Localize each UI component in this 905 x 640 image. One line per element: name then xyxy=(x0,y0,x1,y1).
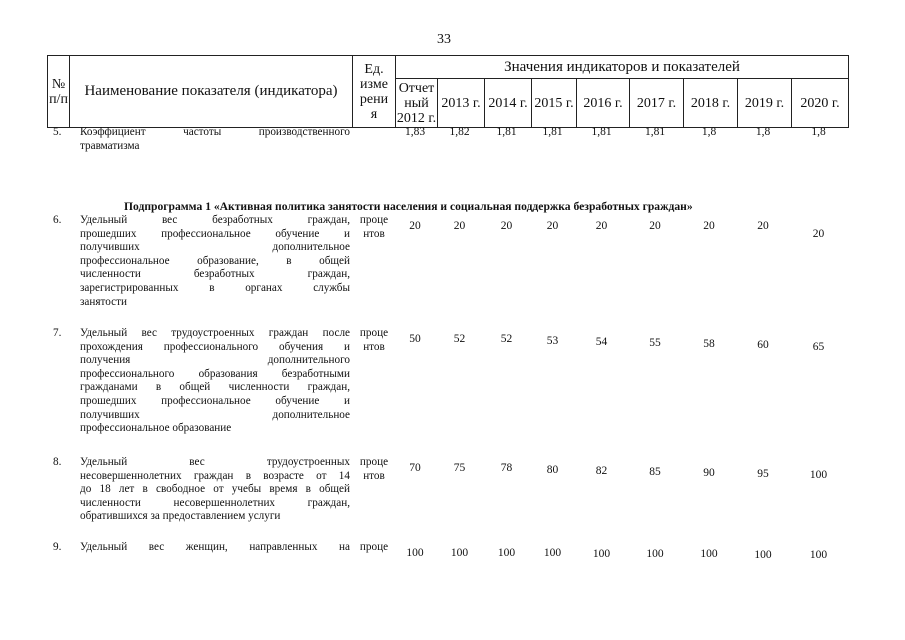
indicator-name-line: профессиональное образование xyxy=(80,422,232,435)
unit-line: нтов xyxy=(363,340,385,353)
value-2020: 100 xyxy=(809,549,828,561)
indicator-values xyxy=(394,547,848,561)
value-2019: 20 xyxy=(757,220,769,232)
indicator-name-line: несовершеннолетних граждан в возрасте от 14 xyxy=(80,469,350,482)
value-2018: 20 xyxy=(703,220,715,232)
header-year-2018: 2018 г. xyxy=(684,79,738,128)
indicator-name-line: получения дополнительного xyxy=(80,354,350,367)
row-number: 9. xyxy=(53,541,62,553)
indicator-values xyxy=(394,462,848,481)
header-unit-line-3: рени xyxy=(359,91,389,107)
indicator-name-line: получивших дополнительное xyxy=(80,241,350,254)
indicator-name-line: гражданами в общей численности граждан, xyxy=(80,381,350,394)
indicator-name-line: травматизма xyxy=(80,139,140,152)
header-num-line-2: п/п xyxy=(49,91,68,107)
row-number: 5. xyxy=(53,126,62,138)
indicator-name-line: Удельный вес женщин, направленных на xyxy=(80,541,350,553)
value-2020: 1,8 xyxy=(811,126,826,138)
unit-line: проце xyxy=(359,541,389,553)
indicator-name xyxy=(80,327,350,436)
value-2015: 1,81 xyxy=(542,126,563,138)
indicator-table-header xyxy=(47,55,849,128)
value-2020: 65 xyxy=(812,341,825,353)
indicator-values xyxy=(394,333,848,353)
indicator-name-line: Удельный вес трудоустроенных xyxy=(80,456,350,468)
unit-line: проце xyxy=(359,456,389,468)
indicator-name-line: численности безработных граждан, xyxy=(80,268,350,281)
value-2018: 100 xyxy=(700,548,718,560)
value-2015: 53 xyxy=(546,335,559,347)
indicator-name-line: занятости xyxy=(80,295,127,308)
indicator-name-line: прошедших профессиональное обучение и xyxy=(80,227,350,240)
value-2012: 20 xyxy=(409,220,421,232)
unit-line: проце xyxy=(359,327,389,339)
value-2014: 100 xyxy=(497,547,516,559)
value-2012: 1,83 xyxy=(404,126,426,138)
indicator-name-line: численности несовершеннолетних граждан, xyxy=(80,496,350,509)
value-2017: 1,81 xyxy=(644,126,666,138)
value-2012: 70 xyxy=(409,462,421,474)
header-year-2017: 2017 г. xyxy=(630,79,684,128)
indicator-name xyxy=(80,456,350,524)
row-number: 8. xyxy=(53,456,62,468)
row-number: 7. xyxy=(53,327,62,339)
indicator-name-line: прошедших профессиональное обучение и xyxy=(80,394,350,407)
value-2013: 100 xyxy=(450,547,469,559)
unit-line: нтов xyxy=(363,227,385,240)
header-year-2012-line-2: ный xyxy=(404,95,429,111)
value-2016: 1,81 xyxy=(591,126,612,138)
header-year-2019: 2019 г. xyxy=(738,79,792,128)
value-2015: 100 xyxy=(543,547,562,559)
value-2019: 1,8 xyxy=(755,126,771,138)
value-2016: 20 xyxy=(595,220,608,232)
indicator-values xyxy=(394,126,848,140)
header-unit-line-2: изме xyxy=(360,76,388,92)
value-2020: 100 xyxy=(809,469,828,481)
header-year-2016: 2016 г. xyxy=(577,79,630,128)
value-2014: 20 xyxy=(500,220,513,232)
value-2015: 20 xyxy=(546,220,559,232)
indicator-name-line: Удельный вес трудоустроенных граждан после xyxy=(80,327,350,339)
indicator-name-line: прохождения профессионального обучения и xyxy=(80,340,350,353)
indicator-name-line: получивших дополнительное xyxy=(80,408,350,421)
unit-cell xyxy=(355,327,393,354)
indicator-name-line: обратившихся за предоставлением услуги xyxy=(80,510,281,523)
value-2017: 85 xyxy=(649,466,661,478)
indicator-name-line: Коэффициент частоты производственного xyxy=(80,126,350,138)
value-2017: 20 xyxy=(649,220,661,232)
value-2013: 52 xyxy=(453,333,466,345)
row-number: 6. xyxy=(53,214,62,226)
header-num-cell xyxy=(48,56,70,128)
header-unit-line-4: я xyxy=(370,106,378,122)
value-2014: 1,81 xyxy=(496,126,517,138)
header-year-2012-line-3: 2012 г. xyxy=(396,110,437,126)
header-year-2012-line-1: Отчет xyxy=(398,80,435,96)
header-year-2020: 2020 г. xyxy=(792,79,849,128)
value-2018: 1,8 xyxy=(701,126,717,138)
unit-cell xyxy=(355,541,393,555)
page-number: 33 xyxy=(437,32,451,47)
header-name-cell: Наименование показателя (индикатора) xyxy=(70,56,353,128)
header-year-2012 xyxy=(396,79,438,128)
header-year-2015: 2015 г. xyxy=(532,79,577,128)
value-2014: 52 xyxy=(500,333,513,345)
header-group-title: Значения индикаторов и показателей xyxy=(396,56,849,79)
value-2017: 100 xyxy=(646,548,664,560)
value-2013: 75 xyxy=(453,462,466,474)
value-2016: 100 xyxy=(592,548,611,560)
value-2016: 54 xyxy=(595,336,608,348)
value-2018: 90 xyxy=(703,467,715,479)
subprogram-title: Подпрограмма 1 «Активная политика занятости населения и социальная поддержка безработных граждан» xyxy=(124,200,693,213)
unit-cell xyxy=(355,214,393,241)
value-2015: 80 xyxy=(546,464,559,476)
value-2019: 95 xyxy=(757,468,769,480)
indicator-name-line: зарегистрированных в органах службы xyxy=(80,281,350,294)
indicator-name-line: до 18 лет в свободное от учебы время в общей xyxy=(80,483,350,496)
header-unit-cell xyxy=(353,56,396,128)
indicator-name-line: профессионального образования безработными xyxy=(80,367,350,380)
value-2014: 78 xyxy=(500,462,513,474)
header-year-2013: 2013 г. xyxy=(438,79,485,128)
indicator-name xyxy=(80,541,350,555)
value-2019: 100 xyxy=(754,549,772,561)
value-2016: 82 xyxy=(595,465,608,477)
header-unit-line-1: Ед. xyxy=(364,61,384,77)
value-2018: 58 xyxy=(703,338,715,350)
value-2013: 1,82 xyxy=(449,126,470,138)
value-2012: 50 xyxy=(409,333,421,345)
unit-cell xyxy=(355,456,393,483)
indicator-name xyxy=(80,126,350,153)
value-2019: 60 xyxy=(757,339,769,351)
indicator-name-line: Удельный вес безработных граждан, xyxy=(80,214,350,226)
unit-line: нтов xyxy=(363,469,385,482)
indicator-name-line: профессиональное образование, в общей xyxy=(80,254,350,267)
value-2017: 55 xyxy=(649,337,661,349)
value-2020: 20 xyxy=(812,228,825,240)
value-2013: 20 xyxy=(453,220,466,232)
header-year-2014: 2014 г. xyxy=(485,79,532,128)
indicator-name xyxy=(80,214,350,309)
unit-line: проце xyxy=(359,214,389,226)
indicator-values xyxy=(394,220,848,240)
value-2012: 100 xyxy=(406,547,424,559)
header-num-line-1: № xyxy=(51,76,66,92)
